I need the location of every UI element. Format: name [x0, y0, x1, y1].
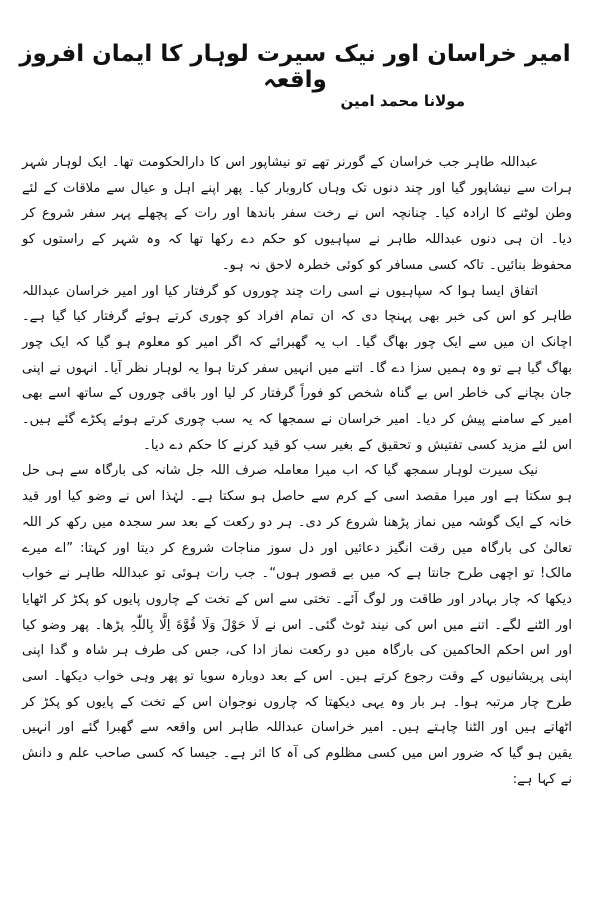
article-body [22, 150, 572, 793]
paragraph-1: عبداللہ طاہر جب خراسان کے گورنر تھے تو نیشاپور اس کا دارالحکومت تھا۔ ایک لوہار شہر ہرات سے نیشاپور گیا اور چند دنوں تک وہاں کاروبار کیا۔ پھر اپنے اہل و عیال سے ملاقات کے لئے وطن لوٹنے کا ارادہ کیا۔ چنانچہ اس نے رخت سفر باندھا اور رات کے پچھلے پہر سفر شروع کر دیا۔ ان ہی دنوں عبداللہ طاہر نے سپاہیوں کو حکم دے رکھا تھا کہ وہ شہر کے راستوں کو محفوظ بنائیں۔ تاکہ کسی مسافر کو کوئی خطرہ لاحق نہ ہو۔ [22, 155, 572, 273]
paragraph-2: اتفاق ایسا ہوا کہ سپاہیوں نے اسی رات چند چوروں کو گرفتار کیا اور امیر خراسان عبداللہ طاہر کو اس کی خبر بھی پہنچا دی کہ ان تمام افراد کو چوری کرتے ہوئے گرفتار کیا گیا ہے۔ اچانک ان میں سے ایک چور بھاگ گیا۔ اب یہ گھبرائے کہ اگر امیر کو معلوم ہو گیا کہ ایک چور بھاگ گیا ہے تو وہ ہمیں سزا دے گا۔ اتنے میں انہیں سفر کرتا ہوا یہ لوہار نظر آیا۔ انہوں نے اپنی جان بچانے کی خاطر اس بے گناہ شخص کو فوراً گرفتار کر لیا اور باقی چوروں کے ساتھ اسے بھی امیر کے سامنے پیش کر دیا۔ امیر خراسان نے سمجھا کہ یہ سب چوری کرتے ہوئے پکڑے گئے ہیں۔ اس لئے مزید کسی تفتیش و تحقیق کے بغیر سب کو قید کرنے کا حکم دے دیا۔ [22, 283, 572, 453]
paragraph-3: نیک سیرت لوہار سمجھ گیا کہ اب میرا معاملہ صرف اللہ جل شانہ کی بارگاہ سے ہی حل ہو سکتا ہے اور میرا مقصد اسی کے کرم سے حاصل ہو سکتا ہے۔ لہٰذا اس نے وضو کیا اور قید خانہ کے ایک گوشہ میں نماز پڑھنا شروع کر دی۔ ہر دو رکعت کے بعد سر سجدہ میں رکھ کر اللہ تعالیٰ کی بارگاہ میں رقت انگیز دعائیں اور دل سوز مناجات شروع کر دیتا اور کہتا: ”اے میرے مالک! تو اچھی طرح جانتا ہے کہ میں بے قصور ہوں“۔ جب رات ہوئی تو عبداللہ طاہر نے خواب دیکھا کہ چار بہادر اور طاقت ور لوگ آئے۔ تختی سے اس کے تخت کے چاروں پایوں کو پکڑ کر اٹھایا اور الٹنے لگے۔ اتنے میں اس کی نیند ٹوٹ گئی۔ اس نے لَا حَوْلَ وَلَا قُوَّةَ اِلَّا بِاللّٰہِ پڑھا۔ پھر وضو کیا اور اس احکم الحاکمین کی بارگاہ میں دو رکعت نماز ادا کی، جس کی طرف ہر شاہ و گدا اپنی اپنی پریشانیوں کے وقت رجوع کرتے ہیں۔ اس کے بعد دوبارہ سویا تو پھر وہی خواب دیکھا۔ اسی طرح چار مرتبہ ہوا۔ ہر بار وہ یہی دیکھتا کہ چاروں نوجوان اس کے تخت کے پایوں کو پکڑ کر اٹھاتے ہیں اور الٹنا چاہتے ہیں۔ امیر خراسان عبداللہ طاہر اس واقعہ سے گھبرا گئے اور انہیں یقین ہو گیا کہ ضرور اس میں کسی مظلوم کی آہ کا اثر ہے۔ جیسا کہ کسی صاحب علم و دانش نے کہا ہے: [22, 463, 572, 787]
author-name: مولانا محمد امین [340, 92, 465, 110]
article-title: امیر خراسان اور نیک سیرت لوہار کا ایمان افروز واقعہ [19, 41, 571, 94]
